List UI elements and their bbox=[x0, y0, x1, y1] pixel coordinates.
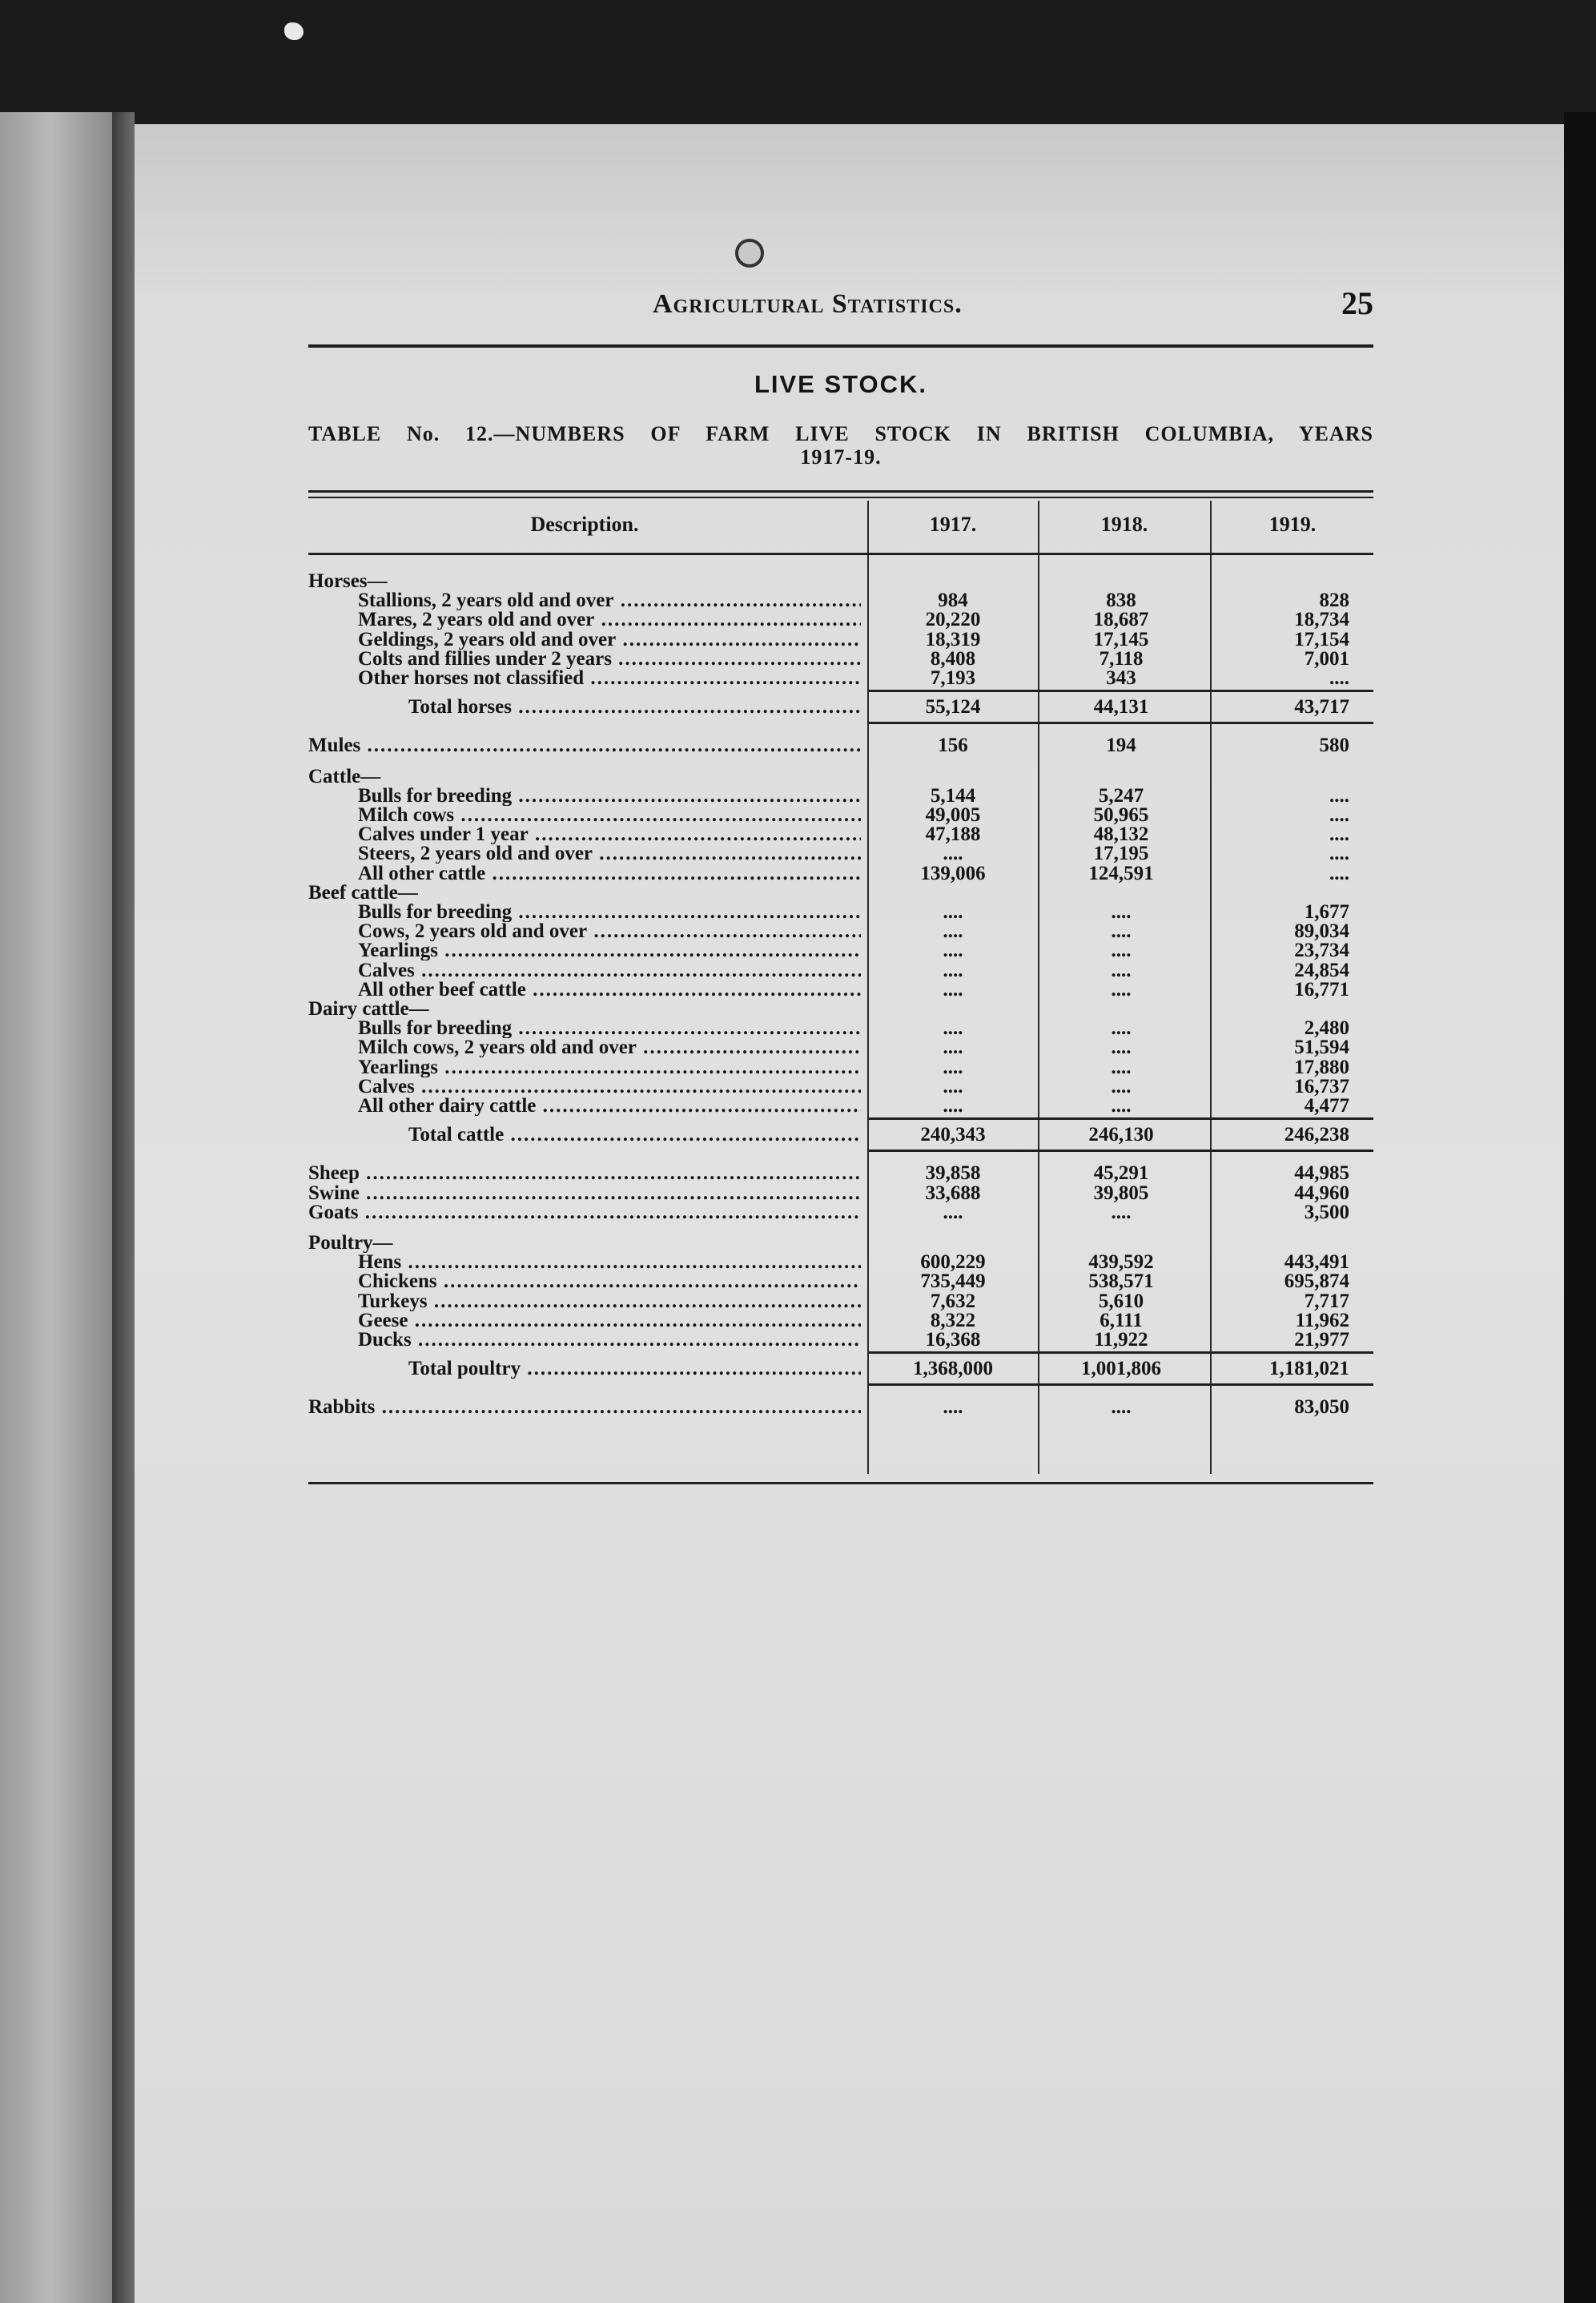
page-number: 25 bbox=[1341, 285, 1373, 321]
cell-1918: 44,131 bbox=[1093, 696, 1149, 719]
table-row bbox=[308, 1038, 1373, 1057]
cell-1917: .... bbox=[943, 959, 963, 981]
cell-1917: 8,408 bbox=[930, 647, 976, 670]
cell-1917: 1,368,000 bbox=[913, 1358, 993, 1380]
row-label: Total cattle ..... bbox=[408, 1125, 861, 1145]
row-label: All other dairy cattle ..... bbox=[358, 1097, 861, 1116]
cell-1919: 17,154 bbox=[1294, 628, 1349, 650]
cell-1917: 240,343 bbox=[920, 1124, 986, 1146]
row-label: Rabbits ..... bbox=[308, 1398, 861, 1417]
row-label: Bulls for breeding ..... bbox=[358, 1019, 861, 1038]
table-row bbox=[308, 1253, 1373, 1272]
cell-1918: 17,145 bbox=[1093, 628, 1149, 650]
table-row bbox=[308, 1331, 1373, 1350]
cell-1918: 17,195 bbox=[1093, 843, 1149, 865]
row-label: Calves ..... bbox=[358, 961, 861, 980]
table-caption bbox=[308, 422, 1373, 469]
cell-1919: 7,717 bbox=[1304, 1290, 1349, 1312]
header-rule bbox=[308, 553, 1373, 555]
row-label: Total poultry ..... bbox=[408, 1359, 861, 1379]
row-label: Mules ..... bbox=[308, 736, 861, 755]
table-caption-line-2: 1917-19. bbox=[800, 445, 882, 469]
table-row bbox=[308, 669, 1373, 688]
cell-1919: 246,238 bbox=[1284, 1124, 1349, 1146]
cell-1919: 580 bbox=[1319, 735, 1349, 757]
row-label: Stallions, 2 years old and over ..... bbox=[358, 591, 861, 610]
table-row bbox=[308, 1292, 1373, 1311]
row-label: Cows, 2 years old and over ..... bbox=[358, 922, 861, 941]
table-row bbox=[308, 572, 1373, 591]
cell-1918: .... bbox=[1111, 1095, 1132, 1117]
cell-1917: 139,006 bbox=[920, 862, 986, 884]
table-row bbox=[308, 630, 1373, 650]
table-row bbox=[308, 1097, 1373, 1116]
table-row bbox=[308, 1164, 1373, 1183]
cell-1917: .... bbox=[943, 901, 963, 923]
table-row bbox=[308, 1398, 1373, 1417]
cell-1919: 443,491 bbox=[1284, 1251, 1349, 1274]
cell-1917: 984 bbox=[938, 590, 968, 612]
cell-1918: 1,001,806 bbox=[1081, 1358, 1161, 1380]
cell-1919: 44,960 bbox=[1294, 1182, 1349, 1204]
cell-1918: 50,965 bbox=[1093, 804, 1149, 826]
row-label: Beef cattle— bbox=[308, 883, 418, 903]
cell-1919: 83,050 bbox=[1294, 1396, 1349, 1419]
table-row bbox=[308, 903, 1373, 922]
cell-1919: 1,677 bbox=[1304, 901, 1349, 923]
table-row bbox=[308, 1311, 1373, 1331]
row-label: Calves under 1 year ..... bbox=[358, 825, 861, 844]
cell-1919: 7,001 bbox=[1304, 647, 1349, 670]
subtotal-rule bbox=[869, 1149, 1373, 1152]
cell-1917: 735,449 bbox=[920, 1270, 986, 1293]
cell-1917: 600,229 bbox=[920, 1251, 986, 1274]
cell-1919: 17,880 bbox=[1294, 1056, 1349, 1078]
cell-1918: 18,687 bbox=[1093, 609, 1149, 631]
row-label: Geldings, 2 years old and over ..... bbox=[358, 630, 861, 650]
cell-1918: 48,132 bbox=[1093, 823, 1149, 846]
scan-artifact bbox=[284, 22, 304, 40]
cell-1919: .... bbox=[1329, 804, 1349, 826]
column-header-1918: 1918. bbox=[1100, 513, 1148, 536]
cell-1918: 39,805 bbox=[1093, 1182, 1149, 1204]
page-ornament bbox=[735, 239, 764, 268]
cell-1917: 156 bbox=[938, 735, 968, 757]
cell-1917: 8,322 bbox=[930, 1309, 976, 1331]
table-bottom-rule bbox=[308, 1482, 1373, 1484]
cell-1919: 21,977 bbox=[1294, 1329, 1349, 1351]
cell-1918: .... bbox=[1111, 1201, 1132, 1223]
cell-1918: .... bbox=[1111, 1056, 1132, 1078]
row-label: Colts and fillies under 2 years ..... bbox=[358, 650, 861, 669]
cell-1917: 20,220 bbox=[925, 609, 981, 631]
table-row bbox=[308, 941, 1373, 960]
cell-1919: 695,874 bbox=[1284, 1270, 1349, 1293]
cell-1917: 18,319 bbox=[925, 628, 981, 650]
cell-1918: 838 bbox=[1106, 590, 1136, 612]
cell-1918: .... bbox=[1111, 1075, 1132, 1097]
row-label: Bulls for breeding ..... bbox=[358, 903, 861, 922]
cell-1919: 2,480 bbox=[1304, 1017, 1349, 1040]
cell-1919: 16,737 bbox=[1294, 1075, 1349, 1097]
cell-1919: .... bbox=[1329, 823, 1349, 846]
cell-1918: 124,591 bbox=[1088, 862, 1154, 884]
cell-1919: 16,771 bbox=[1294, 978, 1349, 1001]
table-row bbox=[308, 767, 1373, 787]
cell-1917: 47,188 bbox=[925, 823, 981, 846]
cell-1918: 343 bbox=[1106, 667, 1136, 689]
table-top-rule bbox=[308, 490, 1373, 498]
cell-1917: 33,688 bbox=[925, 1182, 981, 1204]
cell-1918: 7,118 bbox=[1099, 647, 1144, 670]
row-label: Yearlings ..... bbox=[358, 1058, 861, 1077]
table-row bbox=[308, 961, 1373, 980]
cell-1919: .... bbox=[1329, 862, 1349, 884]
row-label: Milch cows ..... bbox=[358, 806, 861, 825]
row-label: Bulls for breeding ..... bbox=[358, 787, 861, 806]
column-header-1917: 1917. bbox=[929, 513, 977, 536]
subtotal-rule bbox=[869, 1383, 1373, 1386]
cell-1919: 23,734 bbox=[1294, 940, 1349, 962]
cell-1919: 1,181,021 bbox=[1269, 1358, 1349, 1380]
row-label: Poultry— bbox=[308, 1234, 393, 1253]
table-row bbox=[308, 864, 1373, 884]
cell-1919: 11,962 bbox=[1295, 1309, 1349, 1331]
table-row bbox=[308, 806, 1373, 825]
cell-1918: 5,610 bbox=[1098, 1290, 1144, 1312]
table-caption-line-1: TABLE No. 12.—NUMBERS OF FARM LIVE STOCK IN BRITISH COLUMBIA, YEARS bbox=[308, 422, 1373, 445]
table-row bbox=[308, 922, 1373, 941]
cell-1919: 44,985 bbox=[1294, 1162, 1349, 1185]
cell-1918: 11,922 bbox=[1094, 1329, 1148, 1351]
row-label: Turkeys ..... bbox=[358, 1292, 861, 1311]
table-row bbox=[308, 784, 1373, 807]
cell-1917: .... bbox=[943, 843, 963, 865]
cell-1917: .... bbox=[943, 1396, 963, 1419]
row-label: Hens ..... bbox=[358, 1253, 861, 1272]
row-label: Mares, 2 years old and over ..... bbox=[358, 610, 861, 630]
table-row bbox=[308, 610, 1373, 630]
cell-1917: .... bbox=[943, 940, 963, 962]
table-row bbox=[308, 1272, 1373, 1291]
row-label: All other beef cattle ..... bbox=[358, 980, 861, 1000]
cell-1917: 16,368 bbox=[925, 1329, 981, 1351]
row-label: All other cattle ..... bbox=[358, 864, 861, 884]
row-label: Dairy cattle— bbox=[308, 1000, 429, 1019]
cell-1918: 194 bbox=[1106, 735, 1136, 757]
cell-1918: 439,592 bbox=[1088, 1251, 1154, 1274]
cell-1917: .... bbox=[943, 978, 963, 1001]
cell-1917: 39,858 bbox=[925, 1162, 981, 1185]
cell-1918: .... bbox=[1111, 1396, 1132, 1419]
cell-1918: .... bbox=[1111, 940, 1132, 962]
running-head bbox=[308, 284, 1373, 324]
scan-border bbox=[1564, 112, 1596, 2303]
head-rule bbox=[308, 344, 1373, 348]
cell-1917: 5,144 bbox=[930, 784, 976, 807]
adjacent-page-edge bbox=[0, 112, 112, 2303]
cell-1917: .... bbox=[943, 1201, 963, 1223]
table-row bbox=[308, 844, 1373, 864]
row-label: Cattle— bbox=[308, 767, 381, 787]
row-label: Swine ..... bbox=[308, 1184, 861, 1203]
row-label: Steers, 2 years old and over ..... bbox=[358, 844, 861, 864]
table-row bbox=[308, 647, 1373, 670]
cell-1918: .... bbox=[1111, 920, 1132, 943]
row-label: Calves ..... bbox=[358, 1077, 861, 1097]
row-label: Total horses ..... bbox=[408, 698, 861, 717]
table-row bbox=[308, 736, 1373, 755]
cell-1919: 828 bbox=[1319, 590, 1349, 612]
table-row bbox=[308, 698, 1373, 717]
cell-1917: 49,005 bbox=[925, 804, 981, 826]
table-row bbox=[308, 1000, 1373, 1019]
table-row bbox=[308, 1077, 1373, 1097]
row-label: Geese ..... bbox=[358, 1311, 861, 1331]
cell-1918: 538,571 bbox=[1088, 1270, 1154, 1293]
running-title: Agricultural Statistics. bbox=[653, 289, 963, 319]
total-rule bbox=[869, 690, 1373, 692]
cell-1917: .... bbox=[943, 1037, 963, 1059]
book-gutter bbox=[112, 112, 135, 2303]
cell-1919: .... bbox=[1329, 784, 1349, 807]
cell-1918: .... bbox=[1111, 978, 1132, 1001]
column-header-1919: 1919. bbox=[1268, 513, 1317, 536]
table-row bbox=[308, 1184, 1373, 1203]
cell-1917: 7,193 bbox=[930, 667, 976, 689]
subtotal-rule bbox=[869, 722, 1373, 724]
table-row bbox=[308, 1019, 1373, 1038]
cell-1917: .... bbox=[943, 1095, 963, 1117]
cell-1918: .... bbox=[1111, 901, 1132, 923]
table-row bbox=[308, 1125, 1373, 1145]
row-label: Milch cows, 2 years old and over ..... bbox=[358, 1038, 861, 1057]
column-header-description: Description. bbox=[530, 513, 639, 536]
table-row bbox=[308, 1203, 1373, 1222]
cell-1919: 51,594 bbox=[1294, 1037, 1349, 1059]
cell-1919: 89,034 bbox=[1294, 920, 1349, 943]
row-label: Sheep ..... bbox=[308, 1164, 861, 1183]
cell-1918: 246,130 bbox=[1088, 1124, 1154, 1146]
cell-1919: 24,854 bbox=[1294, 959, 1349, 981]
row-label: Ducks ..... bbox=[358, 1331, 861, 1350]
section-title: LIVE STOCK. bbox=[754, 370, 928, 398]
cell-1919: 18,734 bbox=[1294, 609, 1349, 631]
cell-1917: .... bbox=[943, 1056, 963, 1078]
cell-1918: .... bbox=[1111, 1037, 1132, 1059]
total-rule bbox=[869, 1351, 1373, 1354]
cell-1918: .... bbox=[1111, 1017, 1132, 1040]
table-row bbox=[308, 1058, 1373, 1077]
cell-1917: .... bbox=[943, 1017, 963, 1040]
cell-1917: 7,632 bbox=[930, 1290, 976, 1312]
total-rule bbox=[869, 1117, 1373, 1120]
cell-1919: 4,477 bbox=[1304, 1095, 1349, 1117]
row-label: Goats ..... bbox=[308, 1203, 861, 1222]
table-row bbox=[308, 1359, 1373, 1379]
cell-1918: 45,291 bbox=[1093, 1162, 1149, 1185]
row-label: Other horses not classified ..... bbox=[358, 669, 861, 688]
row-label: Yearlings ..... bbox=[358, 941, 861, 960]
cell-1918: 5,247 bbox=[1098, 784, 1144, 807]
table-row bbox=[308, 591, 1373, 610]
row-label: Horses— bbox=[308, 572, 388, 591]
table-row bbox=[308, 980, 1373, 1000]
cell-1919: .... bbox=[1329, 843, 1349, 865]
cell-1918: 6,111 bbox=[1100, 1309, 1143, 1331]
table-row bbox=[308, 884, 1373, 903]
table-row bbox=[308, 825, 1373, 844]
cell-1917: .... bbox=[943, 920, 963, 943]
row-label: Chickens ..... bbox=[358, 1272, 861, 1291]
cell-1919: 43,717 bbox=[1294, 696, 1349, 719]
cell-1917: .... bbox=[943, 1075, 963, 1097]
cell-1919: .... bbox=[1329, 667, 1349, 689]
cell-1917: 55,124 bbox=[925, 696, 981, 719]
cell-1919: 3,500 bbox=[1304, 1201, 1349, 1223]
cell-1918: .... bbox=[1111, 959, 1132, 981]
table-row bbox=[308, 1234, 1373, 1253]
